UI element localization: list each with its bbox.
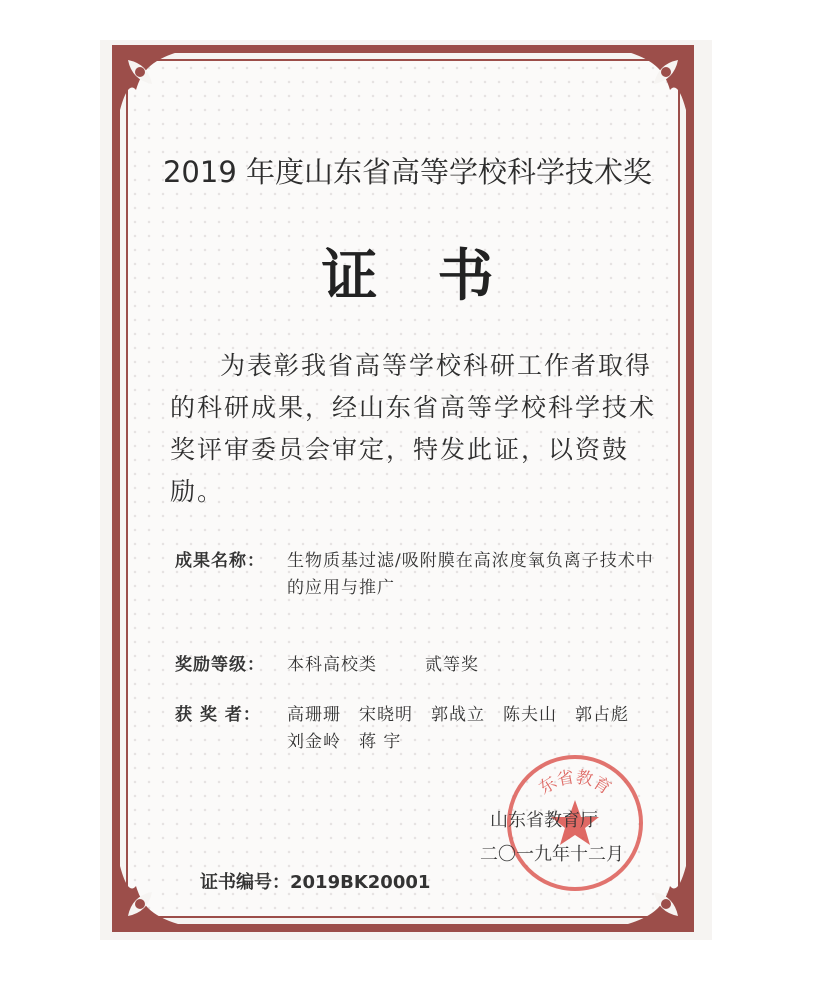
winner-name: 郭战立 [431,705,485,725]
svg-text:东省教育 [536,767,615,798]
award-grade: 贰等奖 [425,655,479,675]
certificate-body-text: 为表彰我省高等学校科研工作者取得的科研成果，经山东省高等学校科学技术奖评审委员会审定，特发此证，以资鼓励。 [170,351,657,506]
winners-label: 获 奖 者： [175,705,261,725]
certificate-body [170,345,670,513]
winner-name: 刘金岭 [287,732,341,752]
issuer: 山东省教育厅 [490,810,598,831]
certificate-heading: 证书 [321,244,554,309]
seal-text: 东省教育 [535,767,615,799]
winner-name: 蒋 宇 [359,732,402,752]
award-level-field [175,652,662,679]
issue-date: 二〇一九年十二月 [480,844,624,865]
corner-ornament-icon [118,50,188,120]
certificate-title: 2019 年度山东省高等学校科学技术奖 [162,155,653,189]
corner-ornament-icon [118,856,188,926]
achievement-field [175,548,662,602]
achievement-label: 成果名称： [175,551,265,571]
award-level-label: 奖励等级： [175,655,265,675]
award-level-value [287,652,662,679]
winner-name: 宋晓明 [359,705,413,725]
award-category: 本科高校类 [287,655,377,675]
winner-name: 高珊珊 [287,705,341,725]
achievement-value: 生物质基过滤/吸附膜在高浓度氧负离子技术中的应用与推广 [287,551,654,598]
winner-name: 郭占彪 [575,705,629,725]
corner-ornament-icon [618,50,688,120]
certificate-number: 证书编号：2019BK20001 [200,872,431,893]
winner-name: 陈夫山 [503,705,557,725]
